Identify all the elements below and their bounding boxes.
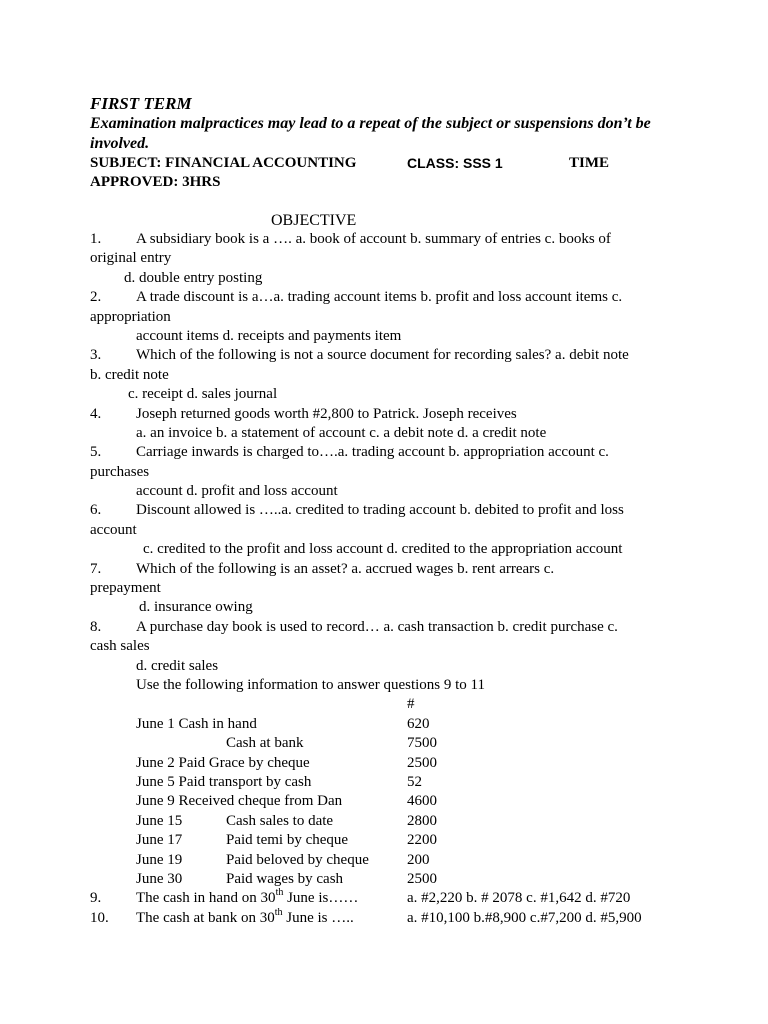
question-text: account [90,521,137,538]
question-text: purchases [90,463,150,480]
question-4 [90,405,670,424]
question-text: A subsidiary book is a …. a. book of account b. summary of entries c. books of [136,231,611,247]
transaction-amount: 620 [407,715,430,732]
transaction-amount: 2500 [407,870,437,887]
question-option: c. receipt d. sales journal [128,386,278,403]
transaction-date: June 5 Paid transport by cash [136,773,312,790]
question-3 [90,346,670,365]
question-number: 8. [90,618,102,635]
info-intro [90,676,670,695]
question-3-cont [90,366,670,385]
approved-time: APPROVED: 3HRS [90,174,221,190]
question-2-cont [90,308,670,327]
transaction-amount: 52 [407,773,422,790]
question-number: 5. [90,444,102,461]
question-10 [90,906,670,928]
transaction-row [90,792,670,811]
question-4-cont [90,424,670,443]
class-label: CLASS: SSS 1 [407,155,503,171]
question-6-cont2 [90,540,670,559]
question-2 [90,288,670,307]
transaction-date: June 19 [136,851,183,868]
question-8-cont2 [90,657,670,676]
ordinal-suffix: th [274,906,283,918]
question-text: Joseph returned goods worth #2,800 to Patrick. Joseph receives [136,405,517,422]
transaction-row [90,870,670,889]
transaction-description: Cash at bank [226,735,304,752]
question-3-cont2 [90,385,670,404]
question-text: A trade discount is a…a. trading account items b. profit and loss account items c. [136,289,623,306]
transaction-amount: 200 [407,851,430,868]
question-7-cont2 [90,598,670,617]
currency-header: # [407,696,415,713]
question-5-cont2 [90,482,670,501]
info-currency-row [90,695,670,714]
transaction-description: Cash sales to date [226,812,334,829]
question-text: appropriation [90,308,171,325]
question-5 [90,443,670,462]
question-option: d. double entry posting [124,269,263,286]
transaction-amount: 4600 [407,793,437,810]
question-9 [90,889,670,908]
question-text [136,889,358,908]
subject-row [90,154,690,173]
transaction-row [90,773,670,792]
question-text: original entry [90,250,172,267]
question-number: 6. [90,502,102,519]
question-options: a. #2,220 b. # 2078 c. #1,642 d. #720 [407,890,631,907]
transaction-row [90,831,670,850]
transaction-amount: 2200 [407,832,437,849]
question-7-cont [90,579,670,598]
question-text-pre: The cash at bank on 30 [136,909,275,926]
transaction-amount: 2800 [407,812,437,829]
transaction-description: Paid beloved by cheque [226,851,369,868]
question-option: account items d. receipts and payments item [136,327,402,344]
question-8 [90,618,670,637]
question-option: c. credited to the profit and loss account d. credited to the appropriation account [143,541,623,558]
question-text: A purchase day book is used to record… a. cash transaction b. credit purchase c. [136,618,618,635]
question-1-cont [90,249,670,268]
question-number: 7. [90,560,102,577]
question-6 [90,501,670,520]
term-title: FIRST TERM [90,94,192,113]
question-text: b. credit note [90,366,169,383]
question-1-cont2 [90,269,670,288]
question-option: account d. profit and loss account [136,483,338,500]
question-text: Discount allowed is …..a. credited to trading account b. debited to profit and loss [136,502,624,519]
question-text: Which of the following is an asset? a. accrued wages b. rent arrears c. [136,560,555,577]
transaction-date: June 2 Paid Grace by cheque [136,754,310,771]
question-7 [90,560,670,579]
transaction-row [90,812,670,831]
malpractice-warning: Examination malpractices may lead to a repeat of the subject or suspensions don’t be involved. [90,115,651,152]
exam-header [90,94,690,192]
transaction-date: June 9 Received cheque from Dan [136,793,343,810]
question-8-cont [90,637,670,656]
questions-body [90,230,670,928]
transaction-row [90,851,670,870]
section-title-objective: OBJECTIVE [271,212,357,229]
transaction-row [90,715,670,734]
info-intro-text: Use the following information to answer questions 9 to 11 [136,676,485,693]
question-number: 4. [90,405,102,422]
transaction-list [90,715,670,890]
ordinal-suffix: th [275,887,284,899]
question-number: 1. [90,231,102,247]
time-label: TIME [569,155,610,171]
transaction-row [90,754,670,773]
question-number: 2. [90,289,102,306]
question-text [136,906,354,928]
transaction-date: June 17 [136,832,183,849]
subject-label: SUBJECT: FINANCIAL ACCOUNTING [90,155,357,171]
question-1 [90,230,670,249]
transaction-amount: 2500 [407,754,437,771]
question-text-pre: The cash in hand on 30 [136,890,276,907]
question-text: Which of the following is not a source document for recording sales? a. debit note [136,347,629,364]
question-5-cont [90,463,670,482]
question-text-post: June is…… [283,890,359,907]
question-6-cont [90,521,670,540]
question-options: a. #10,100 b.#8,900 c.#7,200 d. #5,900 [407,909,642,926]
question-text: Carriage inwards is charged to….a. trading account b. appropriation account c. [136,444,609,461]
question-option: d. insurance owing [139,599,253,616]
question-2-cont2 [90,327,670,346]
transaction-row [90,734,670,753]
question-text-post: June is ….. [282,909,354,926]
transaction-description: Paid temi by cheque [226,832,349,849]
question-number: 3. [90,347,102,364]
question-text: cash sales [90,638,150,655]
question-text: prepayment [90,580,161,597]
question-option: d. credit sales [136,657,219,674]
question-number: 10. [90,909,109,926]
transaction-amount: 7500 [407,735,437,752]
question-option: a. an invoice b. a statement of account c. a debit note d. a credit note [136,424,547,441]
transaction-date: June 30 [136,870,183,887]
transaction-description: Paid wages by cash [226,870,344,887]
transaction-date: June 15 [136,812,183,829]
transaction-date: June 1 Cash in hand [136,715,257,732]
question-number: 9. [90,890,102,907]
